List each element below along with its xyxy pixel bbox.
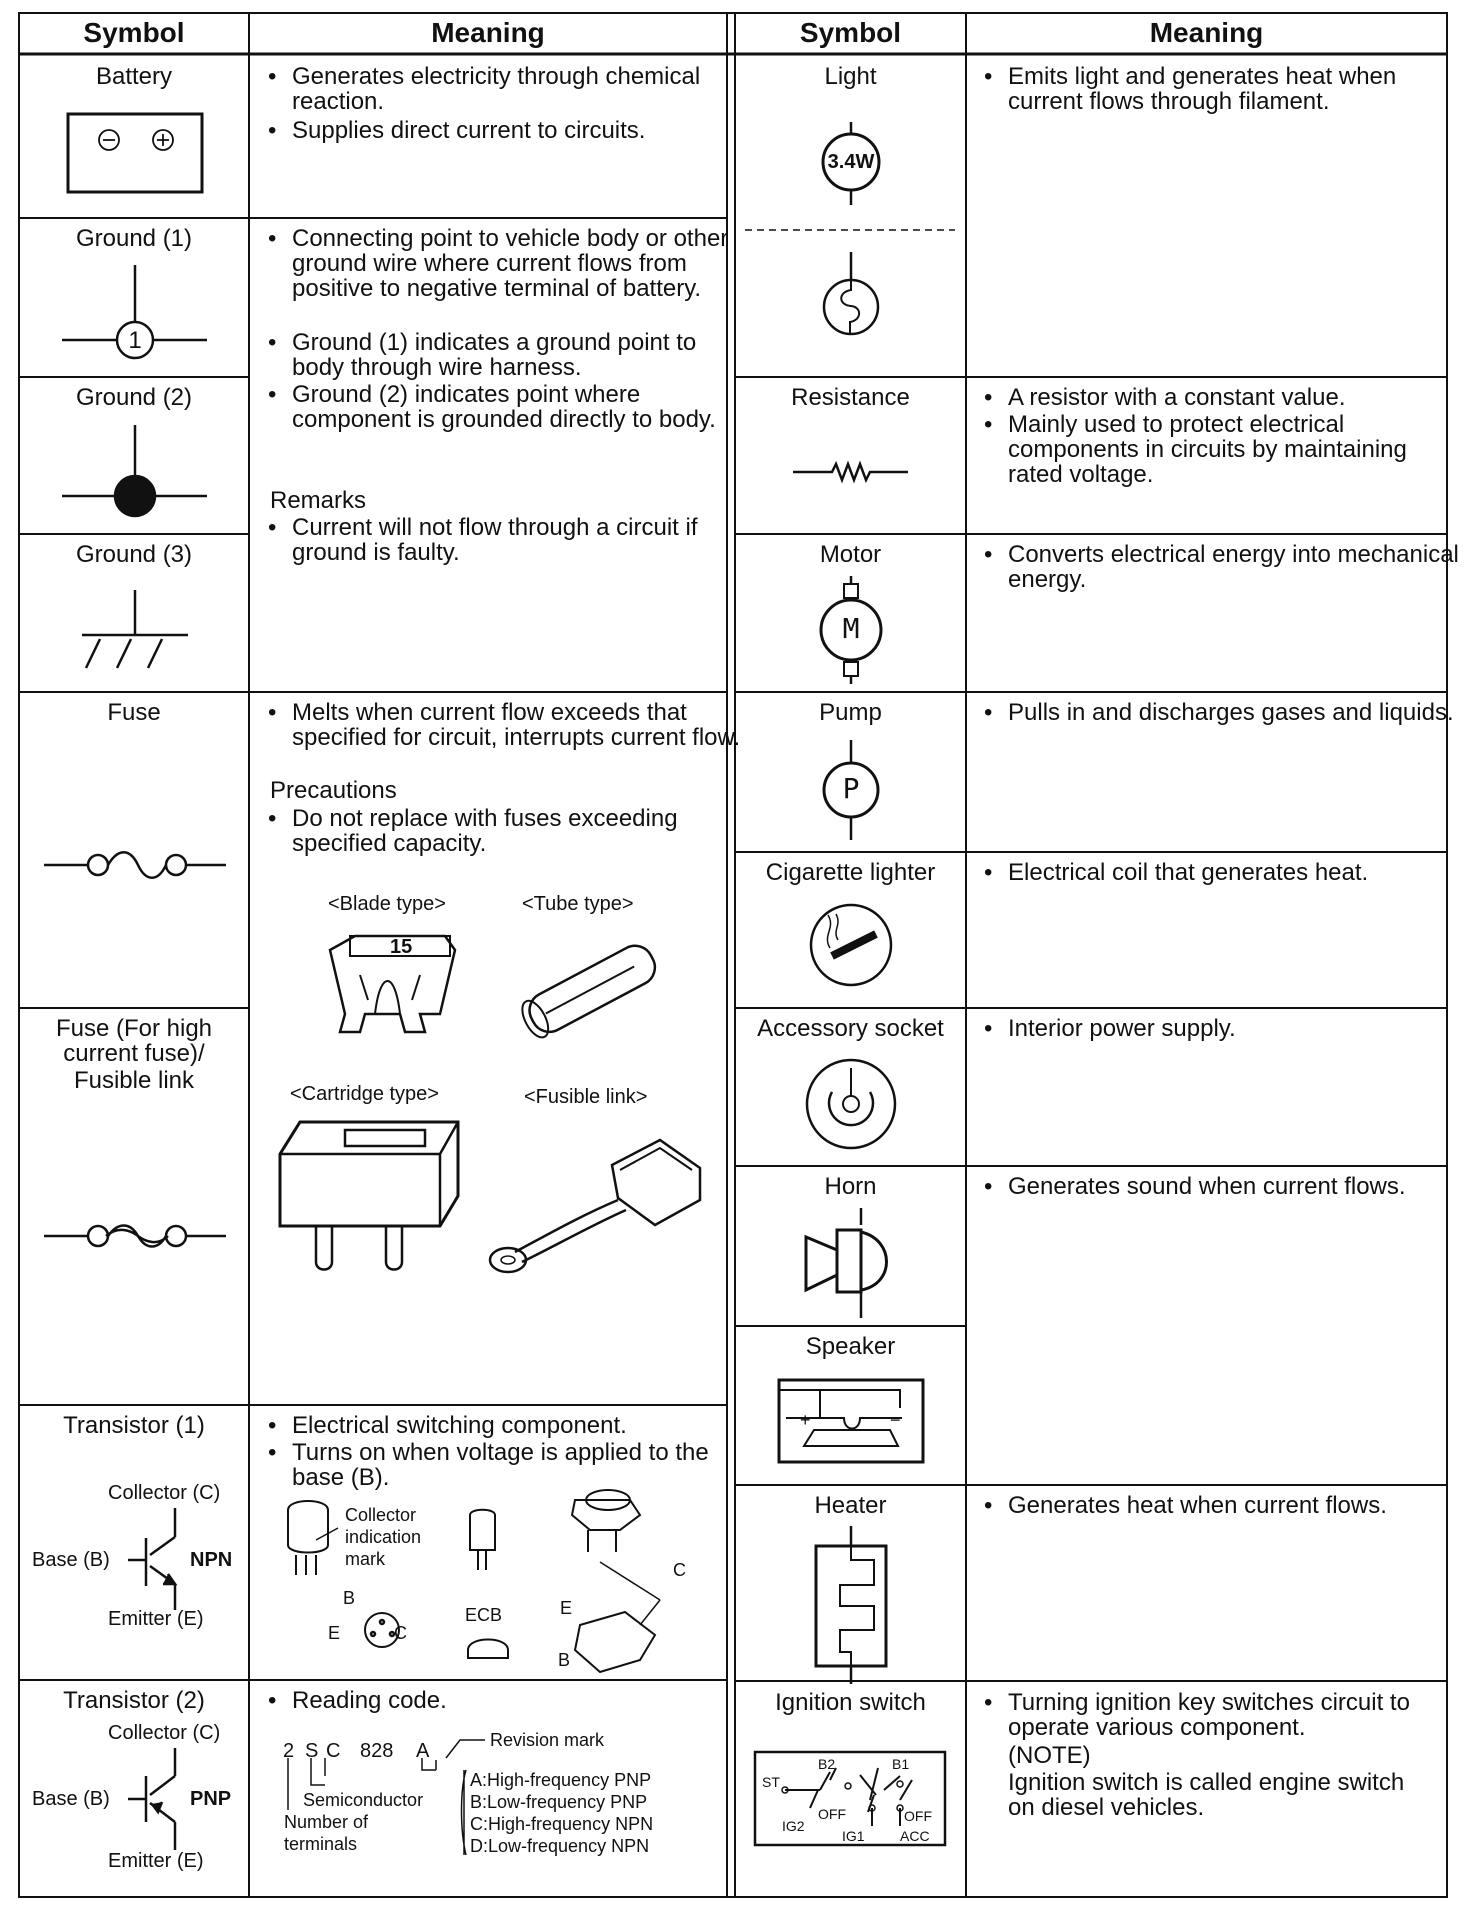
ground1-label: Ground (1) (75, 225, 193, 252)
motor-mark: M (842, 612, 860, 645)
collector-mark-3: mark (345, 1549, 385, 1569)
transistor2-emitter: Emitter (E) (108, 1850, 204, 1872)
ign-off1: OFF (818, 1806, 846, 1822)
ign-b1: B1 (892, 1756, 910, 1772)
light-rating: 3.4W (827, 151, 875, 173)
collector-mark-1: Collector (345, 1505, 417, 1525)
pkg-b2: B (558, 1650, 571, 1670)
resistance-label: Resistance (791, 384, 910, 411)
code-828: 828 (360, 1740, 394, 1762)
code-c: C (326, 1740, 341, 1762)
blade-type-label: <Blade type> (328, 893, 446, 915)
cartridge-type-label: <Cartridge type> (290, 1083, 439, 1105)
transistor2-type: PNP (190, 1788, 232, 1810)
ign-acc: ACC (900, 1828, 930, 1844)
ground1-mark: 1 (128, 327, 142, 354)
motor-label: Motor (819, 541, 882, 568)
heater-label: Heater (814, 1492, 887, 1519)
pkg-e: E (328, 1623, 341, 1643)
pkg-c: C (394, 1623, 407, 1643)
terminals-label-1: Number of (284, 1812, 369, 1832)
lighter-label: Cigarette lighter (765, 859, 936, 886)
ground-meaning-4: • Current will not flow through a circuit if ground is faulty. (262, 515, 744, 565)
ignition-label: Ignition switch (775, 1689, 926, 1716)
fuse-high-label-1: Fuse (For high (55, 1015, 213, 1042)
lighter-meaning-1: • Electrical coil that generates heat. (978, 860, 1463, 885)
collector-mark-2: indication (345, 1527, 422, 1547)
motor-meaning-1: • Converts electrical energy into mechanical energy. (978, 542, 1463, 592)
fuse-meaning-1: • Melts when current flow exceeds that specified for circuit, interrupts current flow. (262, 700, 742, 750)
fuse-label: Fuse (107, 699, 161, 726)
tube-type-label: <Tube type> (522, 893, 634, 915)
ground-meaning-2: • Ground (1) indicates a ground point to body through wire harness. (262, 330, 744, 380)
pkg-b: B (343, 1588, 356, 1608)
transistor2-collector: Collector (C) (108, 1722, 221, 1744)
ign-b2: B2 (818, 1756, 836, 1772)
pkg-ecb: ECB (465, 1605, 503, 1625)
code-option-b: B:Low-frequency PNP (470, 1792, 648, 1812)
ignition-meaning-2: Ignition switch is called engine switch on diesel vehicles. (1008, 1769, 1405, 1821)
ign-ig2: IG2 (782, 1818, 805, 1834)
transistor1-meaning-1: • Electrical switching component. (262, 1413, 742, 1438)
header-symbol-right: Symbol (799, 17, 902, 48)
ground3-label: Ground (3) (75, 541, 193, 568)
battery-meaning-1: • Generates electricity through chemical reaction. (262, 64, 742, 114)
header-meaning-right: Meaning (1149, 17, 1264, 48)
ground-remarks: Remarks (270, 487, 367, 514)
ign-ig1: IG1 (842, 1828, 865, 1844)
horn-label: Horn (824, 1173, 877, 1200)
semiconductor-label: Semiconductor (303, 1790, 424, 1810)
pump-meaning-1: • Pulls in and discharges gases and liquids. (978, 700, 1463, 725)
header-symbol-left: Symbol (83, 17, 185, 48)
code-option-a: A:High-frequency PNP (470, 1770, 652, 1790)
ground2-label: Ground (2) (75, 384, 193, 411)
terminals-label-2: terminals (284, 1834, 358, 1854)
pump-mark: P (842, 772, 860, 805)
speaker-label: Speaker (805, 1333, 896, 1360)
code-2: 2 (283, 1740, 295, 1762)
light-label: Light (824, 63, 877, 90)
transistor2-meaning-1: • Reading code. (262, 1688, 742, 1713)
transistor1-base: Base (B) (32, 1549, 110, 1571)
code-a: A (416, 1740, 430, 1762)
resistance-meaning-1: • A resistor with a constant value. (978, 385, 1463, 410)
ign-st: ST (762, 1774, 780, 1790)
light-meaning-1: • Emits light and generates heat when current flows through filament. (978, 64, 1463, 114)
horn-meaning-1: • Generates sound when current flows. (978, 1174, 1463, 1199)
transistor2-label: Transistor (2) (63, 1687, 205, 1714)
fusible-link-label: <Fusible link> (524, 1086, 648, 1108)
pkg-e2: E (560, 1598, 573, 1618)
ignition-note: (NOTE) (1008, 1742, 1091, 1769)
pump-label: Pump (819, 699, 882, 726)
speaker-plus: + (800, 1410, 811, 1430)
code-option-d: D:Low-frequency NPN (470, 1836, 650, 1856)
code-s: S (305, 1740, 319, 1762)
blade-rating: 15 (390, 936, 413, 958)
battery-meaning-2: • Supplies direct current to circuits. (262, 118, 742, 143)
revision-mark: Revision mark (490, 1730, 605, 1750)
fuse-meaning-2: • Do not replace with fuses exceeding specified capacity. (262, 806, 742, 856)
ground-meaning-3: • Ground (2) indicates point where component is grounded directly to body. (262, 382, 744, 432)
transistor1-label: Transistor (1) (63, 1412, 205, 1439)
transistor1-type: NPN (190, 1549, 233, 1571)
transistor1-emitter: Emitter (E) (108, 1608, 204, 1630)
ignition-meaning-1: • Turning ignition key switches circuit to operate various component. (978, 1690, 1463, 1740)
heater-meaning-1: • Generates heat when current flows. (978, 1493, 1463, 1518)
battery-label: Battery (95, 63, 173, 90)
resistance-meaning-2: • Mainly used to protect electrical components in circuits by maintaining rated voltage. (978, 412, 1463, 487)
transistor2-base: Base (B) (32, 1788, 110, 1810)
header-meaning-left: Meaning (431, 17, 545, 48)
socket-meaning-1: • Interior power supply. (978, 1016, 1463, 1041)
ground-meaning-1: • Connecting point to vehicle body or other ground wire where current flows from positive to negative terminal of battery. (262, 226, 744, 301)
fuse-high-label-3: Fusible link (73, 1067, 195, 1094)
code-option-c: C:High-frequency NPN (470, 1814, 654, 1834)
fuse-high-label-2: current fuse)/ (63, 1040, 205, 1067)
pkg-c2: C (673, 1560, 686, 1580)
transistor1-collector: Collector (C) (108, 1482, 221, 1504)
fuse-precautions: Precautions (270, 777, 397, 804)
socket-label: Accessory socket (757, 1015, 944, 1042)
speaker-minus: − (890, 1410, 901, 1430)
ign-off2: OFF (904, 1808, 932, 1824)
transistor1-meaning-2: • Turns on when voltage is applied to the base (B). (262, 1440, 742, 1490)
